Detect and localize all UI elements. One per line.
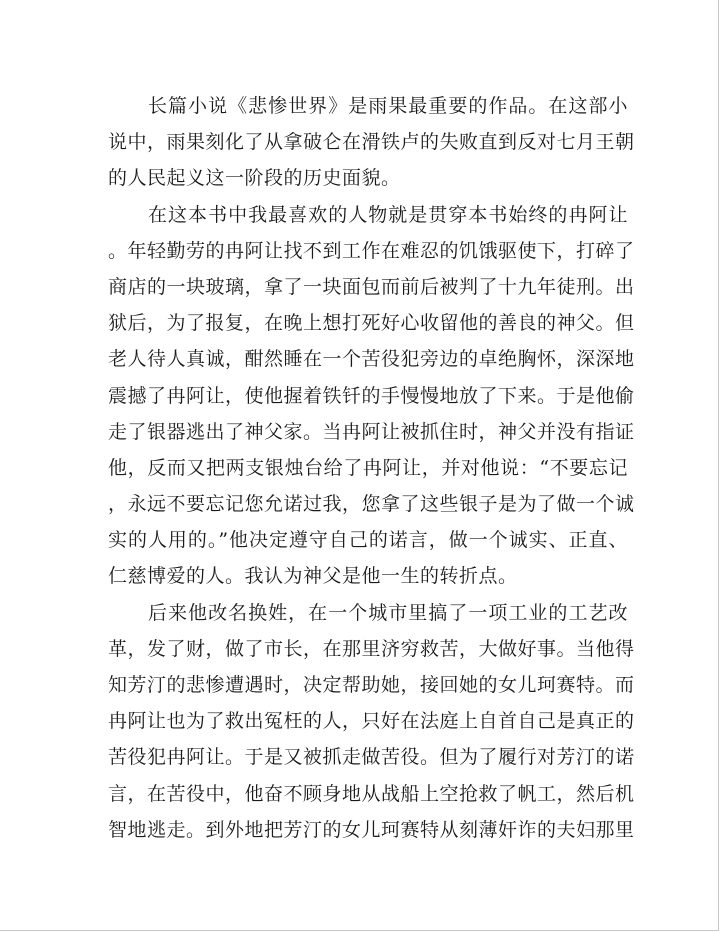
paragraph-3-line-6: 言，在苦役中，他奋不顾身地从战船上空抢救了帆工，然后机 [108,782,635,805]
paragraph-1-line-2: 说中，雨果刻化了从拿破仑在滑铁卢的失败直到反对七月王朝 [108,131,635,154]
paragraph-2-line-4: 狱后，为了报复，在晚上想打死好心收留他的善良的神父。但 [108,312,635,335]
paragraph-2-line-1: 在这本书中我最喜欢的人物就是贯穿本书始终的冉阿让 [148,203,628,226]
paragraph-3-line-2: 革，发了财，做了市长，在那里济穷救苦，大做好事。当他得 [108,637,635,660]
paragraph-2-line-10: 实的人用的。”他决定遵守自己的诺言，做一个诚实、正直、 [108,529,628,552]
paragraph-2-line-6: 震撼了冉阿让，使他握着铁钎的手慢慢地放了下来。于是他偷 [108,384,635,407]
paragraph-2-line-9: ，永远不要忘记您允诺过我，您拿了这些银子是为了做一个诚 [108,493,635,516]
paragraph-2-line-7: 走了银器逃出了神父家。当冉阿让被抓住时，神父并没有指证 [108,420,635,443]
paragraph-2-line-5: 老人待人真诚，酣然睡在一个苦役犯旁边的卓绝胸怀，深深地 [108,348,635,371]
paragraph-3-line-1: 后来他改名换姓，在一个城市里搞了一项工业的工艺改 [148,601,628,624]
paragraph-2-line-2: 。年轻勤劳的冉阿让找不到工作在难忍的饥饿驱使下，打碎了 [108,239,635,262]
paragraph-3-line-3: 知芳汀的悲惨遭遇时，决定帮助她，接回她的女儿珂赛特。而 [108,674,635,696]
paragraph-3-line-5: 苦役犯冉阿让。于是又被抓走做苦役。但为了履行对芳汀的诺 [108,746,635,769]
paragraph-3-line-7: 智地逃走。到外地把芳汀的女儿珂赛特从刻薄奸诈的夫妇那里 [108,818,635,841]
paragraph-2-line-3: 商店的一块玻璃，拿了一块面包而前后被判了十九年徒刑。出 [108,275,635,298]
paragraph-1-line-1: 长篇小说《悲惨世界》是雨果最重要的作品。在这部小 [148,95,628,117]
paragraph-2-line-11: 仁慈博爱的人。我认为神父是他一生的转折点。 [108,565,518,588]
document-body [108,88,635,848]
paragraph-1-line-3: 的人民起义这一阶段的历史面貌。 [108,167,401,190]
paragraph-2-line-8: 他，反而又把两支银烛台给了冉阿让，并对他说：“不要忘记 [108,456,628,479]
paragraph-3-line-4: 冉阿让也为了救出冤枉的人，只好在法庭上自首自己是真正的 [108,710,635,733]
